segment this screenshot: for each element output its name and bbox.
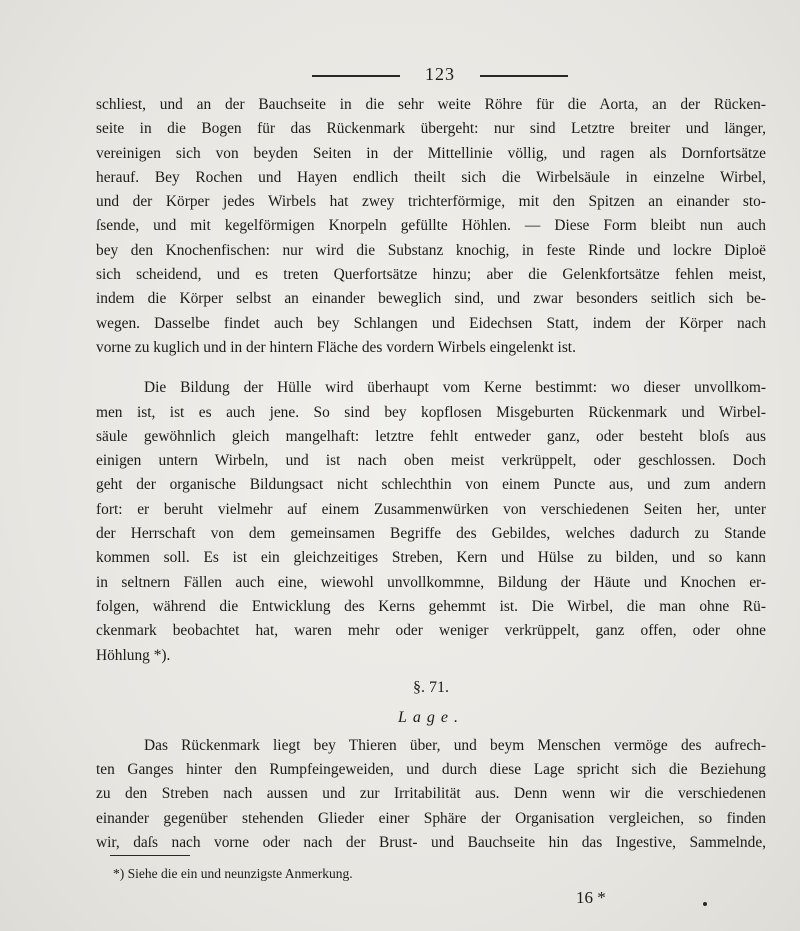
text-line: und der Körper jedes Wirbels hat zwey trichterförmige, mit den Spitzen an einander sto- bbox=[96, 193, 766, 211]
text-line: in seltnern Fällen auch eine, wiewohl unvollkommne, Bildung der Häute und Knochen er- bbox=[96, 573, 766, 591]
text-line: bey den Knochenfischen: nur wird die Substanz knochig, in feste Rinde und lockre Diploë bbox=[96, 241, 766, 259]
text-line: Höhlung *). bbox=[96, 646, 171, 664]
page-number: 123 bbox=[425, 64, 455, 84]
text-line: geht der organische Bildungsact nicht schlechthin von einem Puncte aus, und zum andern bbox=[96, 476, 766, 494]
paragraph-1 bbox=[96, 93, 766, 360]
footnote-rule bbox=[110, 855, 190, 856]
text-line: ckenmark beobachtet hat, waren mehr oder weniger verkrüppelt, ganz offen, oder ohne bbox=[96, 622, 766, 640]
signature-mark: 16 * bbox=[576, 888, 606, 907]
header-rule-left bbox=[312, 75, 400, 77]
text-line: zu den Streben nach aussen und zur Irritabilität aus. Denn wenn wir die verschiedenen bbox=[96, 785, 766, 803]
text-line: der Herrschaft von dem gemeinsamen Begriffe des Gebildes, welches dadurch zu Stande bbox=[96, 525, 766, 543]
text-line: schliest, und an der Bauchseite in die sehr weite Röhre für die Aorta, an der Rücken- bbox=[96, 96, 766, 113]
text-line: kommen soll. Es ist ein gleichzeitiges Streben, Kern und Hülse zu bilden, und so kann bbox=[96, 549, 766, 567]
text-line: fort: er beruht vielmehr auf einem Zusammenwürken von verschiedenen Seiten her, unter bbox=[96, 500, 766, 518]
text-line: folgen, während die Entwicklung des Kerns gehemmt ist. Die Wirbel, die man ohne Rü- bbox=[96, 597, 766, 615]
header-rule-right bbox=[480, 75, 568, 77]
text-line: wir, daſs nach vorne oder nach der Brust- und Bauchseite hin das Ingestive, Sammelnde, bbox=[96, 834, 766, 852]
text-line: Das Rückenmark liegt bey Thieren über, und beym Menschen vermöge des aufrech- bbox=[144, 736, 766, 754]
text-line: vereinigen sich von beyden Seiten in der Mittellinie völlig, und ragen als Dornfortsätze bbox=[96, 144, 766, 162]
text-line: indem die Körper selbst an einander beweglich sind, und zwar besonders seitlich sich be- bbox=[96, 290, 766, 308]
text-line: ten Ganges hinter den Rumpfeingeweiden, und durch diese Lage spricht sich die Beziehung bbox=[96, 761, 766, 779]
text-line: einigen untern Wirbeln, und ist nach oben meist verkrüppelt, oder geschlossen. Doch bbox=[96, 452, 766, 470]
paragraph-3 bbox=[96, 734, 766, 855]
footnote: *) Siehe die ein und neunzigste Anmerkung. bbox=[113, 866, 353, 881]
text-line: wegen. Dasselbe findet auch bey Schlangen und Eidechsen Statt, indem der Körper nach bbox=[96, 314, 766, 332]
text-line: sich scheidend, und es treten Querfortsätze hinzu; aber die Gelenkfortsätze fehlen meist, bbox=[96, 266, 766, 284]
text-line: vorne zu kuglich und in der hintern Fläche des vordern Wirbels eingelenkt ist. bbox=[96, 338, 576, 356]
text-line: einander gegenüber stehenden Glieder einer Sphäre der Organisation vergleichen, so finden bbox=[96, 809, 766, 827]
text-line: Die Bildung der Hülle wird überhaupt vom Kerne bestimmt: wo dieser unvollkom- bbox=[144, 379, 766, 397]
ink-dot bbox=[703, 902, 707, 906]
text-line: säule gewöhnlich gleich mangelhaft: letztre fehlt entweder ganz, oder besteht bloſs aus bbox=[96, 427, 766, 445]
paragraph-2 bbox=[96, 376, 766, 668]
page-header bbox=[0, 64, 800, 86]
text-line: men ist, ist es auch jene. So sind bey kopflosen Misgeburten Rückenmark und Wirbel- bbox=[96, 403, 766, 421]
text-line: seite in die Bogen für das Rückenmark übergeht: nur sind Letztre breiter und länger, bbox=[96, 120, 766, 138]
section-title: Lage. bbox=[398, 708, 464, 726]
page-body bbox=[96, 93, 766, 855]
text-line: herauf. Bey Rochen und Hayen endlich theilt sich die Wirbelsäule in einzelne Wirbel, bbox=[96, 168, 766, 186]
paragraph-gap bbox=[96, 360, 766, 376]
text-line: ſsende, und mit kegelförmigen Knorpeln gefüllte Höhlen. — Diese Form bleibt nun auch bbox=[96, 217, 766, 235]
section-number: §. 71. bbox=[413, 678, 449, 696]
